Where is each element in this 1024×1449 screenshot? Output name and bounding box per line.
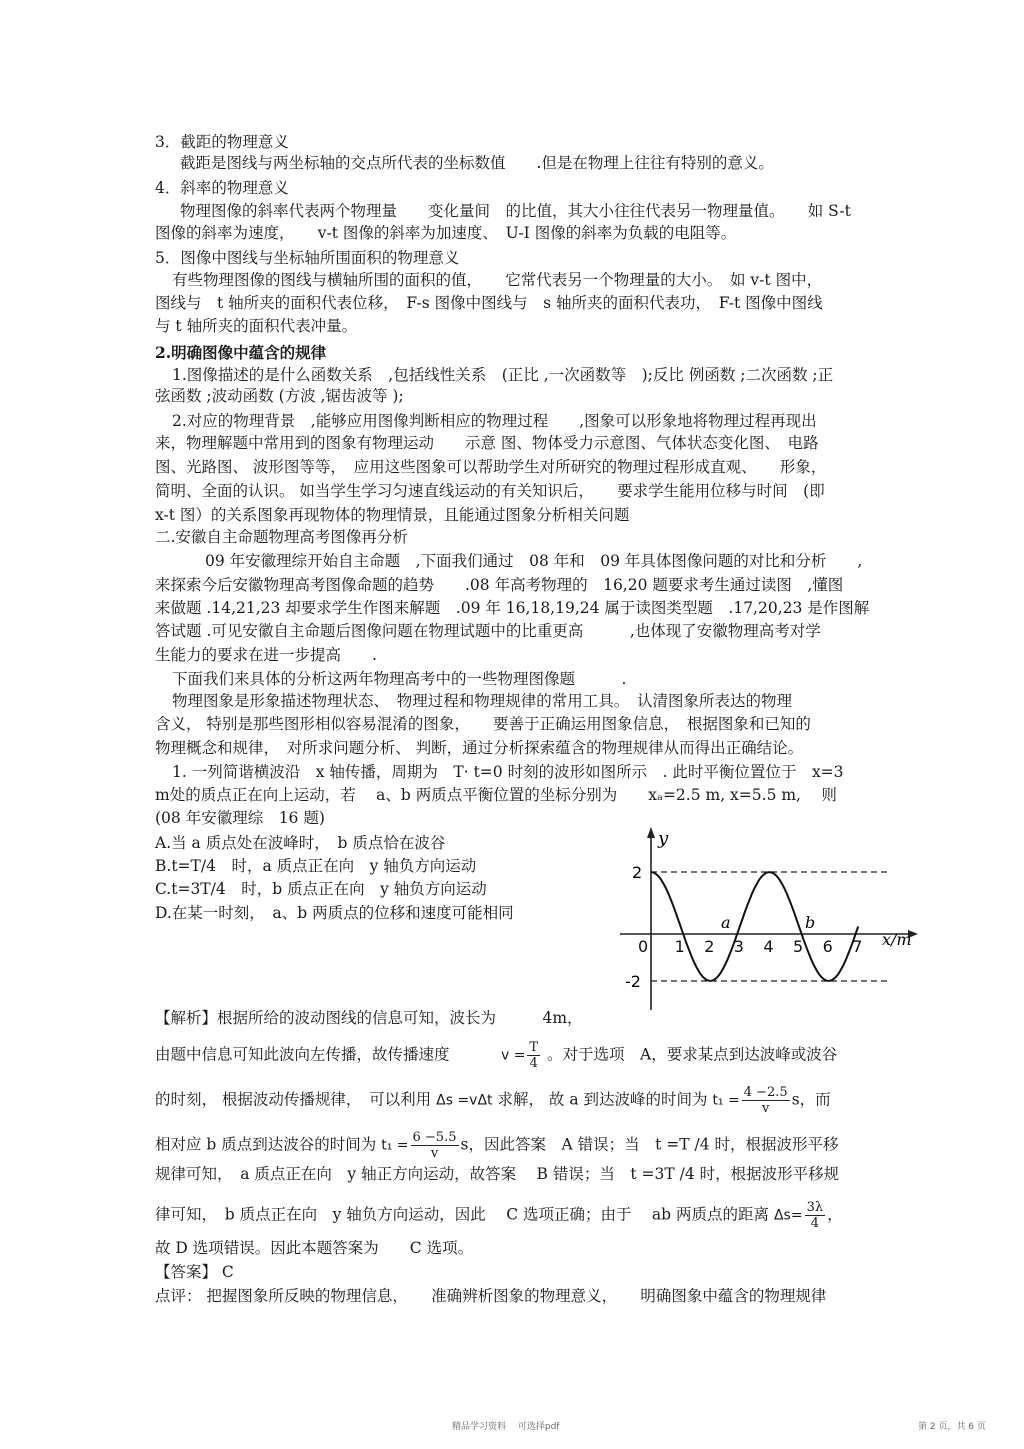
analysis-line (155, 1130, 839, 1161)
comment-line: 点评： 把握图象所反映的物理信息， 准确辨析图象的物理意义， 明确图象中蕴含的物理规律 (155, 1287, 827, 1305)
paragraph-line: 简明、全面的认识。 如当学生学习匀速直线运动的有关知识后， 要求学生能用位移与时间 (即 (155, 482, 825, 500)
option-c: C.t=3T/4 时，b 质点正在向 y 轴负方向运动 (155, 880, 487, 898)
paragraph-line: 截距是图线与两坐标轴的交点所代表的坐标数值 .但是在物理上往往有特别的意义。 (180, 154, 774, 172)
footer-center: 精品学习资料 可选择pdf (452, 1422, 560, 1432)
option-d: D.在某一时刻， a、b 两质点的位移和速度可能相同 (155, 904, 514, 922)
paragraph-line: 物理图像的斜率代表两个物理量 变化量间 的比值，其大小往往代表另一物理量值。 如 S-t (180, 202, 851, 220)
analysis-text: 的时刻， 根据波动传播规律， 可以利用 (155, 1090, 432, 1109)
fraction-denominator: 4 (529, 1056, 538, 1071)
x-tick-label: 5 (793, 937, 804, 956)
question-source: (08 年安徽理综 16 题) (155, 809, 325, 827)
analysis-line: 【解析】根据所给的波动图线的信息可知，波长为 4m， (155, 1009, 583, 1027)
heading-rules: 2.明确图像中蕴含的规律 (155, 343, 327, 362)
paragraph-line: 1.图像描述的是什么函数关系 ,包括线性关系 (正比 ,一次函数等 );反比 例函数 ;二次函数 ;正 (172, 366, 834, 384)
wave-graph (618, 822, 930, 1012)
paragraph-line: 图线与 t 轴所夹的面积代表位移， F-s 图像中图线与 s 轴所夹的面积代表功， F-t 图像中图线 (155, 294, 823, 312)
fraction-denominator: 4 (810, 1216, 819, 1231)
fraction-numerator: 6 −5.5 (412, 1130, 457, 1145)
fraction-numerator: T (529, 1040, 539, 1055)
analysis-text: 由题中信息可知此波向左传播，故传播速度 (155, 1045, 497, 1064)
x-tick-label: 3 (733, 937, 744, 956)
option-b: B.t=T/4 时，a 质点正在向 y 轴负方向运动 (155, 857, 477, 875)
time-symbol: t₁ = (381, 1137, 409, 1154)
paragraph-line: 含义， 特别是那些图形相似容易混淆的图象， 要善于正确运用图象信息， 根据图象和已知的 (155, 715, 811, 733)
paragraph-line: 来，物理解题中常用到的图象有物理运动 示意 图、物体受力示意图、气体状态变化图、 电路 (155, 434, 819, 452)
time-symbol: t₁ = (712, 1092, 740, 1109)
x-tick-label: 4 (763, 937, 774, 956)
footer-page-number: 第 2 页，共 6 页 (918, 1422, 986, 1432)
point-b-label: b (805, 913, 816, 932)
paragraph-line: 来探索今后安徽物理高考图像命题的趋势 .08 年高考物理的 16,20 题要求考生通过读图 ,懂图 (155, 576, 844, 594)
paragraph-line: 生能力的要求在进一步提高 . (155, 646, 377, 664)
paragraph-line: 有些物理图像的图线与横轴所围的面积的值， 它常代表另一个物理量的大小。 如 v-t 图中， (172, 271, 823, 289)
paragraph-line: 答试题 .可见安徽自主命题后图像问题在物理试题中的比重更高 ,也体现了安徽物理高考对学 (155, 622, 821, 640)
fraction-time-a (742, 1085, 790, 1116)
paragraph-line: 与 t 轴所夹的面积代表冲量。 (155, 317, 358, 335)
y-axis-arrow (647, 827, 655, 838)
fraction-denominator: v (762, 1101, 770, 1116)
distance-symbol: Δs= (773, 1207, 803, 1224)
fraction-numerator: 4 −2.5 (743, 1085, 788, 1100)
paragraph-line: 图像的斜率为速度， v-t 图像的斜率为加速度、 U-I 图像的斜率为负载的电阻等。 (155, 224, 737, 242)
y-tick-label: 2 (632, 863, 643, 882)
analysis-text: 相对应 b 质点到达波谷的时间为 (155, 1135, 377, 1154)
paragraph-line: 物理概念和规律， 对所求问题分析、 判断，通过分析探索蕴含的物理规律从而得出正确结论。 (155, 739, 804, 757)
analysis-line: 故 D 选项错误。因此本题答案为 C 选项。 (155, 1239, 474, 1257)
option-a: A.当 a 质点处在波峰时， b 质点恰在波谷 (155, 834, 446, 852)
analysis-line (155, 1040, 837, 1071)
x-tick-label: 6 (822, 937, 833, 956)
point-a-label: a (721, 913, 731, 932)
paragraph-line: 图、光路图、 波形图等等， 应用这些图象可以帮助学生对所研究的物理过程形成直观、 形象， (155, 458, 827, 476)
velocity-symbol: v = (500, 1047, 526, 1064)
fraction-t-over-4 (527, 1040, 540, 1071)
x-axis-label: x/m (882, 930, 912, 949)
x-tick-label: 7 (852, 937, 863, 956)
fraction-numerator: 3λ (806, 1200, 824, 1215)
fraction-distance (805, 1200, 826, 1231)
analysis-line: 规律可知， a 质点正在向 y 轴正方向运动，故答案 B 错误；当 t =3T /4 时，根据波形平移规 (155, 1165, 840, 1183)
question-stem: 1. 一列简谐横波沿 x 轴传播，周期为 T· t=0 时刻的波形如图所示 . 此时平衡位置位于 x=3 (172, 763, 844, 781)
paragraph-line: 弦函数 ;波动函数 (方波 ,锯齿波等 ); (155, 387, 404, 405)
y-tick-label: -2 (625, 972, 641, 991)
paragraph-line: 物理图象是形象描述物理状态、 物理过程和物理规律的常用工具。 认清图象所表达的物理 (172, 692, 793, 710)
analysis-text: s，因此答案 A 错误；当 t =T /4 时，根据波形平移 (460, 1135, 839, 1154)
paragraph-line: 09 年安徽理综开始自主命题 ,下面我们通过 08 年和 09 年具体图像问题的对比和分析 , (205, 552, 863, 570)
x-tick-label: 1 (674, 937, 685, 956)
y-axis-label: y (658, 828, 669, 849)
question-stem: m处的质点正在向上运动，若 a、b 两质点平衡位置的坐标分别为 xₐ=2.5 m, x=5.5 m, 则 (155, 786, 837, 804)
heading-area: 5．图像中图线与坐标轴所围面积的物理意义 (155, 249, 460, 267)
x-tick-label: 0 (638, 937, 649, 956)
x-tick-label: 2 (704, 937, 715, 956)
fraction-time-b (411, 1130, 459, 1161)
analysis-text: 律可知， b 质点正在向 y 轴负方向运动，因此 C 选项正确；由于 ab 两质点的距离 (155, 1205, 770, 1224)
displacement-formula: Δs =vΔt (436, 1092, 493, 1109)
wave-curve (651, 872, 858, 981)
paragraph-line: 下面我们来具体的分析这两年物理高考中的一些物理图像题 . (172, 670, 627, 688)
answer-line: 【答案】 C (155, 1263, 234, 1281)
paragraph-line: 2.对应的物理背景 ,能够应用图像判断相应的物理过程 ,图象可以形象地将物理过程再现出 (172, 412, 817, 430)
paragraph-line: x-t 图）的关系图象再现物体的物理情景，且能通过图象分析相关问题 (155, 506, 630, 524)
paragraph-line: 来做题 .14,21,23 却要求学生作图来解题 .09 年 16,18,19,24 属于读图类型题 .17,20,23 是作图解 (155, 599, 870, 617)
analysis-text: 。对于选项 A，要求某点到达波峰或波谷 (547, 1045, 838, 1064)
analysis-text: 求解， 故 a 到达波峰的时间为 (497, 1090, 708, 1109)
heading-intercept: 3．截距的物理意义 (155, 133, 289, 151)
analysis-line (155, 1200, 843, 1231)
analysis-text: s，而 (791, 1090, 831, 1109)
fraction-denominator: v (430, 1146, 439, 1161)
analysis-line (155, 1085, 831, 1116)
heading-slope: 4．斜率的物理意义 (155, 179, 289, 197)
analysis-text: ， (827, 1205, 843, 1224)
heading-section-two: 二.安徽自主命题物理高考图像再分析 (155, 528, 408, 546)
